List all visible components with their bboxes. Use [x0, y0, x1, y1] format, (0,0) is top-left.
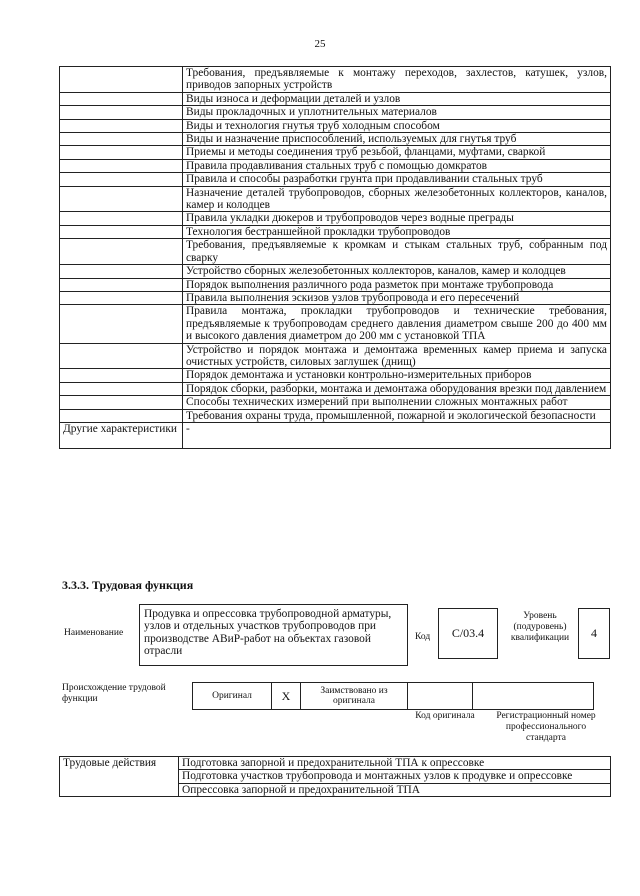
requirement-row [60, 186, 611, 212]
requirement-item: Требования, предъявляемые к кромкам и стыкам стальных труб, собранным под сварку [183, 239, 611, 265]
section-title: 3.3.3. Трудовая функция [62, 578, 194, 592]
requirement-row [60, 173, 611, 186]
requirement-item: Порядок сборки, разборки, монтажа и демонтажа оборудования врезки под давлением [183, 382, 611, 395]
requirement-row [60, 305, 611, 343]
requirement-row [60, 146, 611, 159]
requirement-item: Правила продавливания стальных труб с помощью домкратов [183, 159, 611, 172]
requirement-row [60, 265, 611, 278]
requirement-item: Виды износа и деформации деталей и узлов [183, 92, 611, 105]
name-label: Наименование [64, 628, 124, 638]
action-row [60, 757, 611, 770]
requirement-item: Порядок выполнения различного рода разметок при монтаже трубопровода [183, 278, 611, 291]
labor-actions-table [59, 756, 611, 797]
requirement-row [60, 382, 611, 395]
requirement-item: Устройство сборных железобетонных коллекторов, каналов, камер и колодцев [183, 265, 611, 278]
requirement-left-cell [60, 291, 183, 304]
requirement-row [60, 212, 611, 225]
requirement-left-cell [60, 119, 183, 132]
requirement-left-cell [60, 382, 183, 395]
requirement-left-cell [60, 239, 183, 265]
requirement-item: Правила укладки дюкеров и трубопроводов через водные преграды [183, 212, 611, 225]
requirement-left-cell [60, 305, 183, 343]
requirement-row [60, 278, 611, 291]
requirement-left-cell [60, 173, 183, 186]
qualification-level-label: Уровень (подуровень) квалификации [510, 611, 570, 643]
original-code-cell [408, 683, 473, 710]
requirement-row [60, 225, 611, 238]
requirement-left-cell [60, 278, 183, 291]
function-name-box: Продувка и опрессовка трубопроводной арматуры, узлов и отдельных участков трубопроводов при производстве АВиР-работ на объектах газовой отрасли [139, 604, 408, 666]
requirement-row [60, 119, 611, 132]
requirement-row [60, 92, 611, 105]
requirement-item: Виды и технология гнутья труб холодным способом [183, 119, 611, 132]
action-item: Опрессовка запорной и предохранительной ТПА [179, 783, 611, 796]
labor-actions-label: Трудовые действия [60, 757, 179, 797]
requirement-left-cell [60, 67, 183, 93]
requirement-left-cell [60, 409, 183, 422]
requirement-left-cell [60, 186, 183, 212]
requirement-row [60, 239, 611, 265]
registration-number-cell [473, 683, 594, 710]
other-characteristics-row [60, 422, 611, 448]
original-label: Оригинал [193, 683, 272, 710]
requirement-left-cell [60, 92, 183, 105]
requirement-left-cell [60, 265, 183, 278]
requirement-left-cell [60, 159, 183, 172]
code-value-box: C/03.4 [438, 608, 498, 659]
requirement-row [60, 396, 611, 409]
original-code-label: Код оригинала [415, 711, 475, 721]
requirement-left-cell [60, 343, 183, 369]
requirement-row [60, 133, 611, 146]
requirement-row [60, 343, 611, 369]
requirement-item: Правила выполнения эскизов узлов трубопровода и его пересечений [183, 291, 611, 304]
other-characteristics-label: Другие характеристики [60, 422, 183, 448]
requirement-item: Способы технических измерений при выполнении сложных монтажных работ [183, 396, 611, 409]
requirement-left-cell [60, 212, 183, 225]
requirement-row [60, 106, 611, 119]
requirement-row [60, 159, 611, 172]
requirement-item: Требования, предъявляемые к монтажу переходов, захлестов, катушек, узлов, приводов запорных устройств [183, 67, 611, 93]
borrowed-label: Заимствовано из оригинала [301, 683, 408, 710]
action-item: Подготовка участков трубопровода и монтажных узлов к продувке и опрессовке [179, 770, 611, 783]
requirement-row [60, 291, 611, 304]
requirement-item: Правила и способы разработки грунта при продавливании стальных труб [183, 173, 611, 186]
code-label: Код [415, 632, 431, 642]
knowledge-requirements-table [59, 66, 611, 449]
requirement-left-cell [60, 369, 183, 382]
requirement-left-cell [60, 225, 183, 238]
requirement-item: Порядок демонтажа и установки контрольно-измерительных приборов [183, 369, 611, 382]
requirement-left-cell [60, 396, 183, 409]
requirement-item: Правила монтажа, прокладки трубопроводов и технические требования, предъявляемые к трубопроводам среднего давления диаметром свыше 200 до 400 мм и высокого давления диаметром до 200 мм с установкой ТПА [183, 305, 611, 343]
requirement-row [60, 369, 611, 382]
requirement-item: Устройство и порядок монтажа и демонтажа временных камер приема и запуска очистных устройств, силовых заглушек (днищ) [183, 343, 611, 369]
page-number: 25 [314, 38, 326, 50]
origin-label: Происхождение трудовой функции [62, 683, 166, 704]
requirement-left-cell [60, 133, 183, 146]
original-mark: X [272, 683, 301, 710]
registration-number-label: Регистрационный номер профессионального стандарта [496, 711, 596, 743]
requirement-item: Виды и назначение приспособлений, используемых для гнутья труб [183, 133, 611, 146]
requirement-item: Технология бестраншейной прокладки трубопроводов [183, 225, 611, 238]
requirement-item: Требования охраны труда, промышленной, пожарной и экологической безопасности [183, 409, 611, 422]
requirement-row [60, 409, 611, 422]
requirement-item: Приемы и методы соединения труб резьбой, фланцами, муфтами, сваркой [183, 146, 611, 159]
origin-table [192, 682, 594, 710]
requirement-row [60, 67, 611, 93]
level-value-box: 4 [578, 608, 610, 659]
action-item: Подготовка запорной и предохранительной ТПА к опрессовке [179, 757, 611, 770]
requirement-left-cell [60, 146, 183, 159]
other-characteristics-value: - [183, 422, 611, 448]
requirement-left-cell [60, 106, 183, 119]
requirement-item: Виды прокладочных и уплотнительных материалов [183, 106, 611, 119]
requirement-item: Назначение деталей трубопроводов, сборных железобетонных коллекторов, каналов, камер и колодцев [183, 186, 611, 212]
